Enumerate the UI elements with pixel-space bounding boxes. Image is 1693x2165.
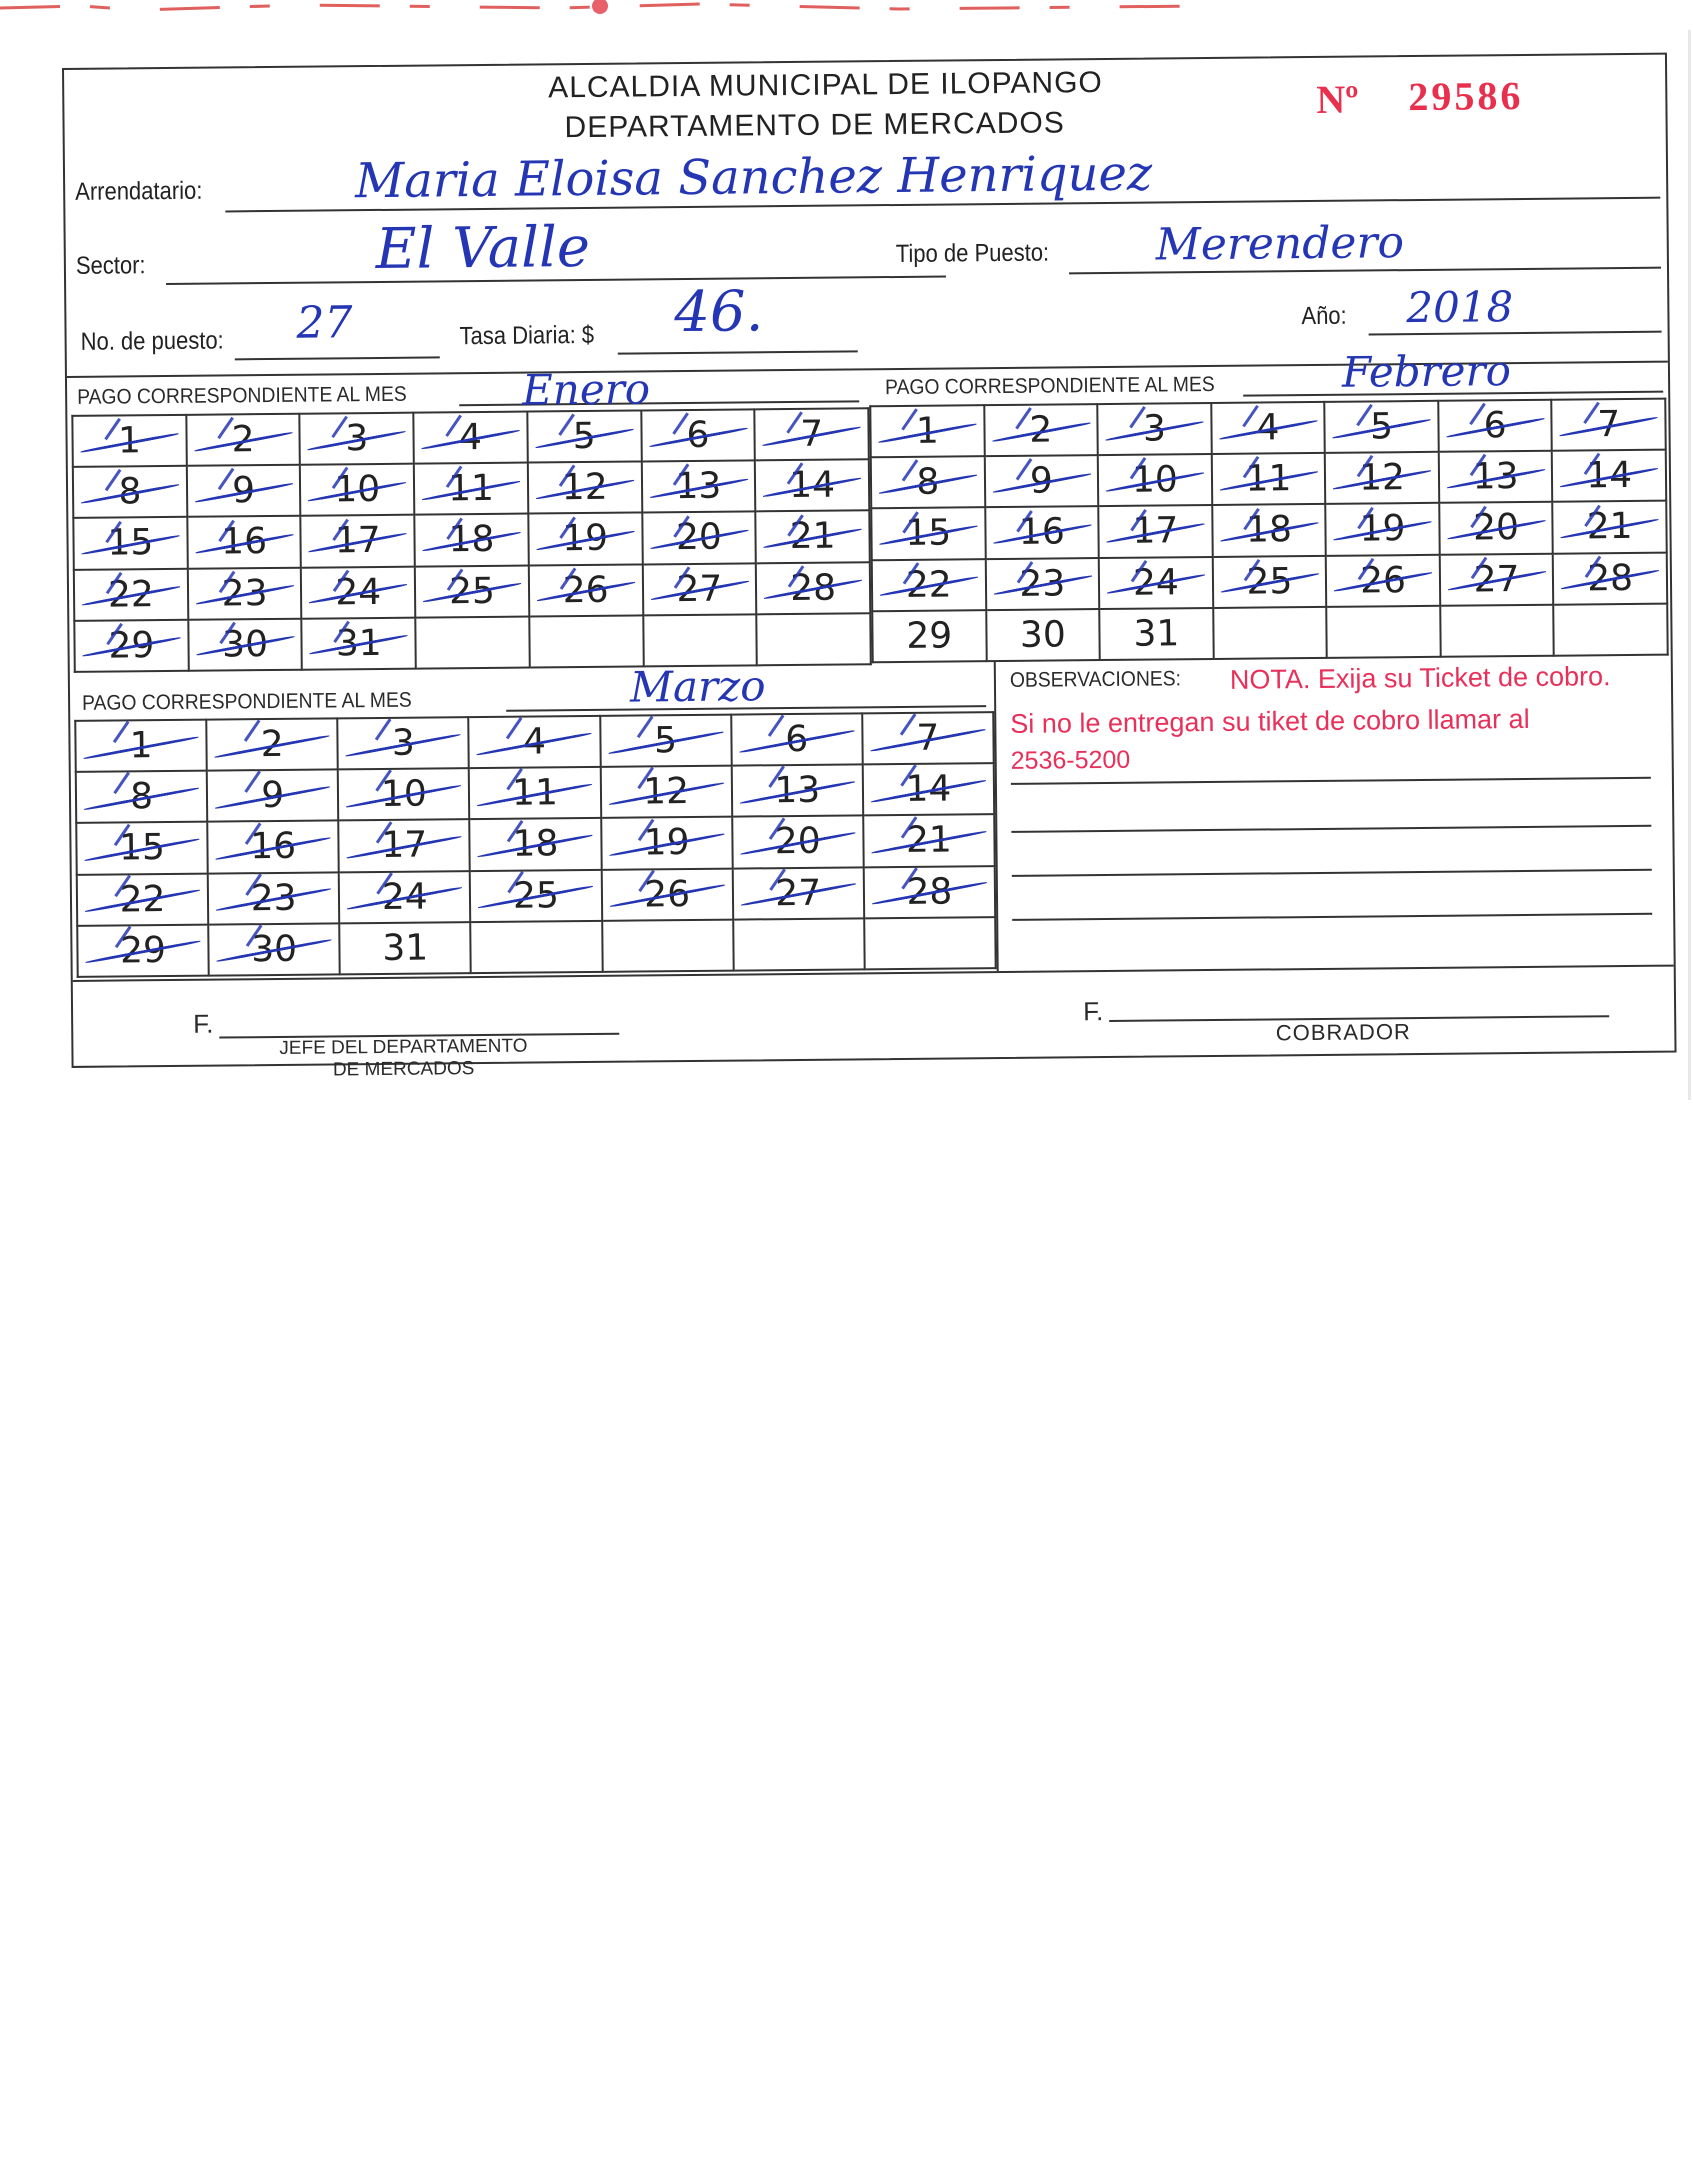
empty-cell: [756, 613, 870, 665]
day-cell-enero-21: [756, 511, 870, 563]
day-number: 12: [643, 771, 690, 813]
day-cell-marzo-27: [732, 867, 864, 919]
day-number: 4: [1256, 407, 1280, 449]
day-cell-enero-15: [73, 517, 187, 569]
day-number: 19: [643, 822, 690, 864]
day-number: 2: [231, 419, 255, 461]
day-cell-enero-29: [74, 620, 188, 672]
day-cell-febrero-15: [871, 508, 985, 560]
signature-right-title: COBRADOR: [1275, 1019, 1411, 1046]
day-number: 19: [562, 518, 609, 560]
day-cell-febrero-12: [1325, 452, 1439, 504]
day-cell-enero-4: [413, 412, 527, 464]
day-number: 7: [800, 413, 824, 456]
day-number: 26: [1359, 559, 1407, 602]
day-number: 9: [1029, 460, 1054, 503]
month-label-marzo: PAGO CORRESPONDIENTE AL MES: [81, 688, 412, 715]
day-cell-marzo-1: [75, 720, 207, 772]
day-cell-enero-13: [641, 461, 755, 513]
nota-text: NOTA. Exija su Ticket de cobro.: [1229, 661, 1611, 695]
day-number: 12: [561, 467, 608, 509]
day-number: 22: [107, 573, 155, 616]
day-cell-febrero-17: [1098, 505, 1212, 557]
day-cell-febrero-9: [984, 455, 1098, 507]
day-cell-marzo-11: [469, 767, 601, 819]
day-cell-febrero-30: [986, 609, 1100, 661]
day-cell-enero-6: [641, 409, 755, 461]
day-number: 15: [107, 522, 154, 565]
empty-cell: [1213, 607, 1327, 659]
day-number: 4: [458, 417, 483, 459]
day-number: 18: [512, 823, 559, 866]
days-row: [74, 562, 870, 621]
day-number: 17: [381, 824, 428, 867]
days-row: [871, 450, 1666, 509]
anio-value: 2018: [1406, 282, 1514, 333]
day-number: 8: [129, 776, 154, 818]
obs-line-1: [1011, 777, 1651, 785]
day-cell-enero-26: [529, 564, 643, 616]
day-number: 3: [391, 722, 415, 764]
day-number: 8: [916, 461, 940, 504]
day-cell-enero-22: [74, 568, 188, 620]
empty-cell: [529, 615, 643, 667]
day-cell-febrero-26: [1326, 554, 1440, 606]
day-number: 7: [916, 717, 940, 759]
day-number: 5: [1369, 406, 1394, 448]
day-number: 27: [1473, 558, 1520, 601]
day-number: 27: [775, 872, 822, 914]
day-cell-enero-28: [756, 562, 870, 614]
day-number: 14: [789, 464, 836, 507]
day-number: 24: [335, 571, 382, 614]
day-number: 29: [108, 625, 155, 667]
day-number: 16: [221, 521, 268, 563]
days-row: [73, 511, 869, 570]
day-cell-febrero-20: [1439, 502, 1553, 554]
day-cell-febrero-10: [1098, 454, 1212, 506]
day-cell-febrero-24: [1099, 557, 1213, 609]
tasa-value: 46.: [674, 279, 764, 346]
day-number: 18: [448, 519, 495, 561]
day-cell-febrero-18: [1212, 504, 1326, 556]
day-cell-enero-25: [415, 565, 529, 617]
day-cell-febrero-7: [1552, 399, 1666, 451]
day-cell-febrero-19: [1325, 503, 1439, 555]
day-number: 5: [572, 415, 596, 458]
day-number: 20: [675, 517, 723, 559]
day-number: 22: [905, 564, 952, 606]
signature-left-title-1: JEFE DEL DEPARTAMENTO: [279, 1035, 528, 1059]
day-cell-marzo-15: [76, 822, 208, 874]
day-cell-marzo-5: [600, 715, 732, 767]
day-number: 10: [334, 469, 381, 511]
arrendatario-value: Maria Eloisa Sanchez Henriquez: [354, 145, 1153, 210]
day-number: 30: [251, 928, 298, 971]
day-cell-febrero-29: [872, 610, 986, 662]
empty-cell: [602, 919, 734, 972]
days-grid-marzo: [74, 711, 996, 978]
day-number: 9: [231, 470, 256, 512]
observaciones-label: OBSERVACIONES:: [1009, 667, 1182, 692]
day-number: 10: [380, 773, 427, 816]
sector-value: El Valle: [375, 214, 591, 282]
day-number: 1: [129, 725, 153, 767]
day-cell-marzo-26: [601, 868, 733, 920]
day-number: 6: [1483, 405, 1507, 447]
day-cell-enero-30: [188, 618, 302, 670]
month-value-enero: Enero: [521, 364, 651, 415]
day-number: 24: [1132, 561, 1179, 604]
month-value-marzo: Marzo: [629, 661, 766, 712]
day-cell-febrero-5: [1325, 401, 1439, 453]
day-cell-febrero-23: [985, 558, 1099, 610]
signature-right-prefix: F.: [1082, 996, 1104, 1027]
day-cell-enero-24: [301, 566, 415, 618]
month-value-febrero: Febrero: [1341, 346, 1512, 397]
day-cell-marzo-14: [863, 763, 995, 815]
day-number: 20: [1472, 507, 1520, 549]
day-cell-enero-3: [300, 413, 414, 465]
ticket-number-label: Nº: [1316, 76, 1359, 122]
day-number: 21: [789, 516, 836, 558]
day-cell-marzo-23: [208, 872, 340, 924]
puesto-label: No. de puesto:: [80, 326, 224, 356]
day-cell-marzo-18: [470, 818, 602, 870]
day-cell-febrero-14: [1552, 450, 1666, 502]
day-number: 7: [1597, 404, 1621, 446]
day-cell-marzo-16: [207, 821, 339, 873]
obs-line-2: [1011, 825, 1651, 833]
day-number: 16: [250, 826, 297, 868]
day-number: 13: [1472, 456, 1519, 498]
day-cell-marzo-8: [76, 771, 208, 823]
day-cell-enero-10: [300, 464, 414, 516]
municipality-title: ALCALDIA MUNICIPAL DE ILOPANGO: [548, 66, 1103, 105]
day-cell-febrero-31: [1099, 608, 1213, 660]
days-grid-febrero: [869, 398, 1668, 664]
day-cell-marzo-7: [862, 712, 994, 764]
receipt-card: [62, 53, 1677, 1081]
day-cell-enero-9: [187, 465, 301, 517]
day-cell-marzo-19: [601, 817, 733, 869]
day-number: 1: [915, 410, 939, 452]
day-cell-febrero-22: [872, 559, 986, 611]
day-number: 1: [117, 420, 142, 462]
day-number: 21: [1586, 506, 1633, 548]
day-cell-marzo-12: [600, 766, 732, 818]
day-cell-enero-7: [755, 408, 869, 460]
empty-cell: [1440, 604, 1554, 656]
day-number: 17: [334, 520, 381, 562]
day-cell-febrero-6: [1438, 400, 1552, 452]
day-cell-enero-12: [528, 462, 642, 514]
day-number: 29: [906, 615, 953, 657]
obs-line-4: [1012, 913, 1652, 921]
top-edge-mark: [0, 0, 1693, 20]
tasa-label: Tasa Diaria: $: [459, 320, 595, 351]
day-cell-marzo-29: [77, 924, 209, 977]
day-cell-febrero-2: [984, 404, 1098, 456]
day-number: 8: [118, 471, 142, 513]
day-cell-enero-19: [528, 513, 642, 565]
day-number: 28: [1587, 557, 1634, 600]
day-number: 15: [118, 827, 166, 869]
day-number: 30: [1019, 614, 1066, 656]
empty-cell: [733, 918, 865, 971]
days-row: [76, 814, 994, 874]
day-cell-enero-1: [72, 415, 186, 467]
days-grid-enero: [71, 407, 871, 673]
days-row: [872, 603, 1667, 662]
day-cell-enero-14: [755, 459, 869, 511]
day-cell-febrero-28: [1553, 552, 1667, 604]
day-number: 3: [345, 418, 369, 460]
day-number: 31: [382, 927, 429, 969]
signature-left-prefix: F.: [193, 1008, 214, 1039]
day-cell-marzo-30: [208, 923, 340, 976]
days-row: [77, 866, 995, 926]
empty-cell: [415, 616, 529, 668]
nota-phone: 2536-5200: [1010, 745, 1131, 775]
days-row: [870, 399, 1665, 458]
day-number: 4: [522, 721, 547, 763]
day-cell-marzo-24: [339, 871, 471, 923]
tasa-line: [618, 350, 858, 354]
day-number: 13: [675, 465, 722, 508]
day-number: 22: [119, 878, 166, 921]
day-number: 5: [653, 720, 678, 762]
day-cell-febrero-4: [1211, 402, 1325, 454]
day-number: 23: [1019, 563, 1066, 605]
day-cell-febrero-1: [870, 405, 984, 457]
day-number: 6: [785, 718, 809, 761]
day-number: 28: [906, 871, 953, 913]
day-number: 21: [905, 819, 952, 862]
day-cell-marzo-22: [77, 873, 209, 925]
arrendatario-label: Arrendatario:: [75, 176, 203, 206]
day-number: 27: [676, 568, 723, 610]
day-number: 11: [511, 772, 559, 814]
day-cell-enero-8: [73, 466, 187, 518]
day-cell-febrero-13: [1439, 451, 1553, 503]
day-cell-enero-5: [527, 410, 641, 462]
day-number: 14: [905, 768, 952, 811]
day-cell-marzo-4: [469, 716, 601, 768]
day-number: 28: [790, 567, 837, 609]
day-cell-enero-18: [414, 514, 528, 566]
day-cell-marzo-21: [863, 814, 995, 866]
day-number: 15: [905, 512, 952, 555]
day-cell-enero-31: [302, 617, 416, 669]
empty-cell: [1326, 606, 1440, 658]
empty-cell: [643, 614, 757, 666]
day-number: 25: [1246, 560, 1293, 603]
day-number: 26: [643, 873, 691, 916]
days-row: [77, 917, 995, 977]
day-number: 14: [1586, 455, 1633, 497]
day-number: 29: [119, 929, 167, 972]
anio-label: Año:: [1301, 301, 1347, 331]
day-number: 17: [1132, 510, 1179, 553]
day-cell-marzo-2: [206, 718, 338, 770]
empty-cell: [471, 921, 603, 974]
empty-cell: [1554, 603, 1668, 655]
day-cell-marzo-13: [731, 765, 863, 817]
day-cell-febrero-21: [1553, 501, 1667, 553]
signature-left-title-2: DE MERCADOS: [332, 1058, 475, 1081]
day-number: 3: [1142, 408, 1167, 450]
days-row: [75, 712, 993, 772]
day-number: 25: [512, 874, 560, 917]
day-number: 18: [1245, 509, 1293, 552]
day-cell-enero-11: [414, 463, 528, 515]
days-row: [76, 763, 994, 823]
day-cell-febrero-3: [1097, 403, 1211, 455]
puesto-value: 27: [296, 297, 353, 349]
day-number: 26: [562, 569, 609, 611]
days-row: [73, 459, 869, 518]
day-cell-febrero-16: [985, 506, 1099, 558]
day-cell-febrero-11: [1211, 453, 1325, 505]
department-title: DEPARTAMENTO DE MERCADOS: [564, 106, 1065, 145]
day-number: 12: [1358, 457, 1406, 499]
day-cell-marzo-10: [338, 768, 470, 820]
day-cell-febrero-25: [1212, 555, 1326, 607]
month-label-enero: PAGO CORRESPONDIENTE AL MES: [77, 382, 407, 409]
day-cell-marzo-3: [338, 717, 470, 769]
day-number: 25: [448, 570, 496, 612]
days-row: [872, 552, 1667, 611]
day-number: 2: [260, 723, 284, 766]
day-cell-enero-16: [187, 516, 301, 568]
tipo-puesto-label: Tipo de Puesto:: [895, 238, 1050, 269]
day-cell-marzo-9: [207, 770, 339, 822]
day-number: 19: [1359, 508, 1406, 551]
day-cell-marzo-25: [470, 869, 602, 921]
month-line-enero: [459, 400, 859, 406]
days-row: [871, 501, 1666, 560]
day-cell-febrero-8: [871, 456, 985, 508]
day-number: 23: [221, 572, 268, 615]
empty-cell: [864, 917, 996, 970]
day-number: 13: [774, 770, 821, 812]
puesto-line: [235, 356, 440, 360]
day-cell-enero-20: [642, 512, 756, 564]
day-cell-enero-23: [188, 567, 302, 619]
day-cell-marzo-20: [732, 816, 864, 868]
day-cell-marzo-31: [340, 922, 472, 975]
day-number: 31: [1133, 613, 1180, 655]
day-number: 20: [774, 821, 821, 863]
day-number: 30: [221, 623, 269, 666]
day-cell-marzo-17: [339, 819, 471, 871]
day-cell-enero-27: [642, 563, 756, 615]
month-label-febrero: PAGO CORRESPONDIENTE AL MES: [884, 372, 1215, 400]
day-number: 23: [250, 877, 297, 919]
day-number: 11: [1245, 458, 1292, 500]
day-number: 31: [335, 622, 382, 665]
day-number: 6: [686, 414, 710, 457]
ticket-number: 29586: [1408, 72, 1524, 120]
day-cell-febrero-27: [1440, 553, 1554, 605]
tipo-puesto-value: Merendero: [1155, 217, 1405, 271]
day-number: 24: [381, 876, 428, 918]
nota-line-2: Si no le entregan su tiket de cobro llamar al: [1010, 703, 1530, 739]
day-cell-marzo-28: [864, 866, 996, 918]
day-cell-marzo-6: [731, 713, 863, 765]
obs-line-3: [1012, 869, 1652, 877]
day-number: 16: [1018, 511, 1065, 554]
days-row: [72, 408, 868, 467]
day-cell-enero-2: [186, 414, 300, 466]
day-cell-enero-17: [301, 515, 415, 567]
day-number: 2: [1029, 409, 1053, 451]
day-number: 9: [261, 775, 285, 817]
day-number: 10: [1131, 459, 1179, 502]
sector-label: Sector:: [75, 251, 146, 280]
day-number: 11: [447, 468, 495, 510]
